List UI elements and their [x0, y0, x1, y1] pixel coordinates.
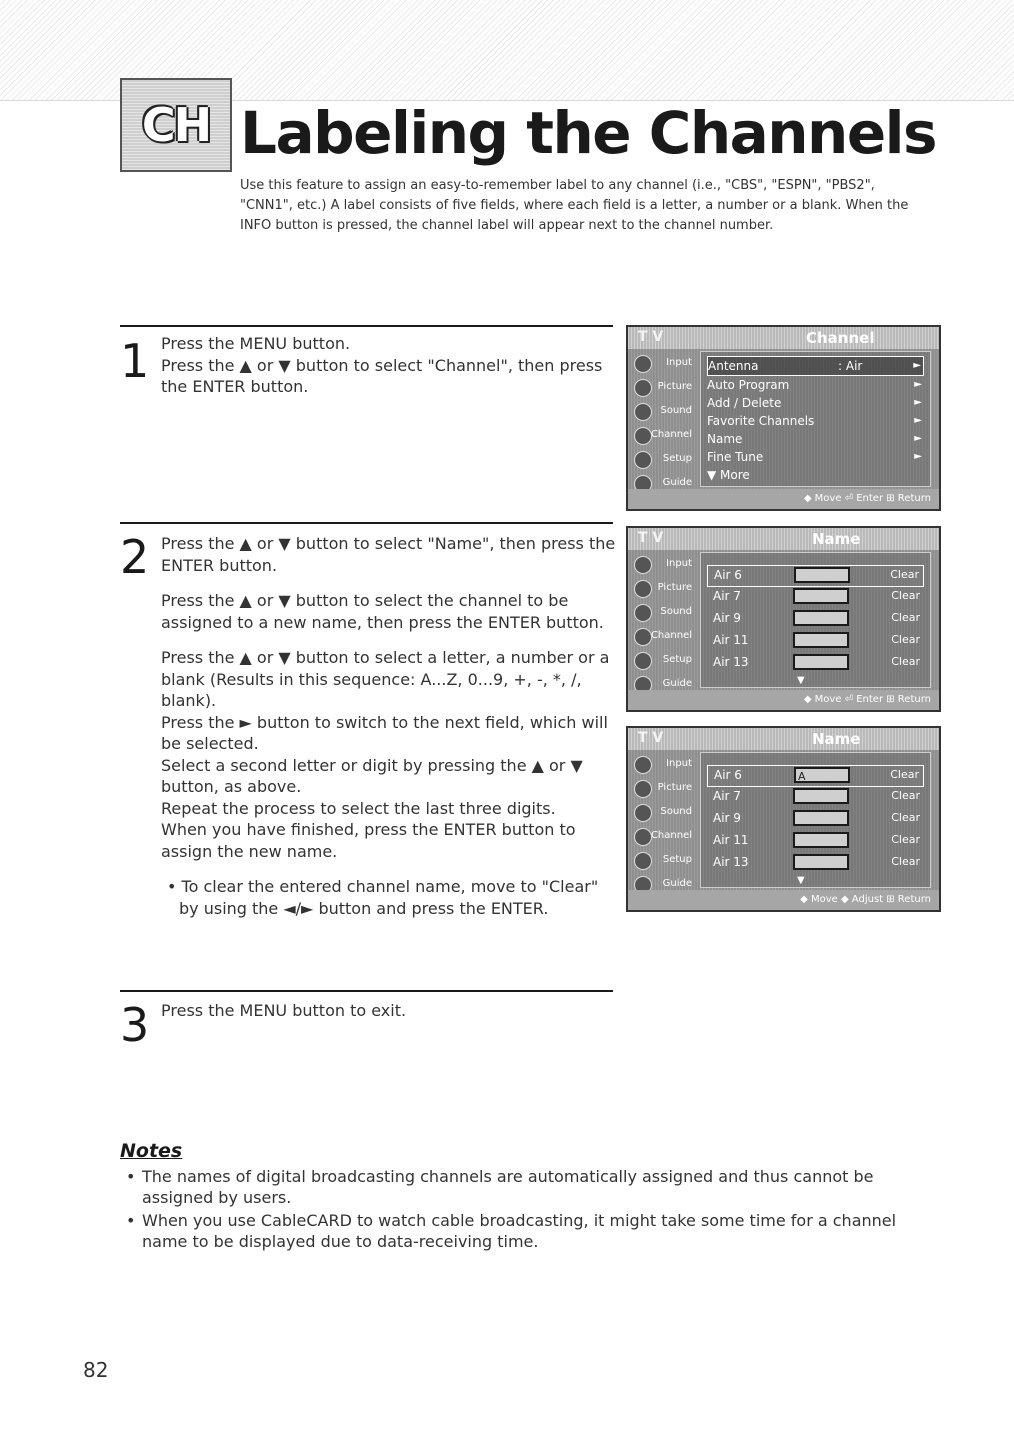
name-row: Air 6 Clear — [707, 565, 924, 587]
scroll-down-icon: ▼ — [797, 675, 805, 686]
step-2-bullet: • To clear the entered channel name, move to "Clear" by using the ◄/► button and press the ENTER. — [167, 877, 599, 918]
screen-heading: Name — [812, 730, 861, 748]
step-3-number: 3 — [120, 998, 150, 1052]
channel-icon — [634, 628, 652, 646]
name-row: Air 13 Clear — [713, 855, 920, 869]
setup-icon — [634, 852, 652, 870]
menu-item-more: ▼ More — [707, 468, 750, 482]
screen-footer: ◆ Move ⏎ Enter ⊞ Return — [628, 690, 939, 710]
sound-icon — [634, 403, 652, 421]
screen-footer: ◆ Move ◆ Adjust ⊞ Return — [628, 890, 939, 910]
arrow-right-icon: ► — [913, 360, 921, 371]
setup-icon — [634, 652, 652, 670]
notes-list — [120, 1166, 920, 1254]
sidebar-item-setup: Setup — [632, 850, 694, 872]
step-1-text — [161, 333, 616, 412]
sidebar-item-sound: Sound — [632, 602, 694, 624]
sidebar-item-input: Input — [632, 554, 694, 576]
page-number: 82 — [83, 1358, 109, 1382]
step-1-rule — [120, 325, 613, 327]
sidebar-item-picture: Picture — [632, 778, 694, 800]
step-3-paragraph: Press the MENU button to exit. — [161, 1001, 407, 1020]
name-field — [793, 654, 849, 670]
name-field — [793, 788, 849, 804]
input-icon — [634, 556, 652, 574]
picture-icon — [634, 379, 652, 397]
name-row: Air 11 Clear — [713, 633, 920, 647]
step-2-number: 2 — [120, 530, 150, 584]
step-1-paragraph: Press the MENU button. Press the ▲ or ▼ button to select "Channel", then press the ENTER button. — [161, 334, 603, 396]
name-field — [793, 610, 849, 626]
name-row: Air 13 Clear — [713, 655, 920, 669]
name-field — [793, 810, 849, 826]
picture-icon — [634, 780, 652, 798]
intro-text: Use this feature to assign an easy-to-remember label to any channel (i.e., "CBS", "ESPN", "PBS2", "CNN1", etc.) A label consists of five fields, where each field is a letter, a number or a blank. When the INFO button is pressed, the channel label will appear next to the channel number. — [240, 178, 909, 233]
menu-item-auto-program: Auto Program ► — [707, 378, 922, 392]
step-2-paragraph-3: Press the ▲ or ▼ button to select a letter, a number or a blank (Results in this sequence: A...Z, 0...9, +, -, *, /, blank). Press the ► button to switch to the next field, which will be selected. Select a second letter or digit by pressing the ▲ or ▼ button, as above. Repeat the process to select the last three digits. When you have finished, press the ENTER button to assign the new name. — [161, 648, 610, 861]
step-2-paragraph-1: Press the ▲ or ▼ button to select "Name", then press the ENTER button. — [161, 534, 616, 575]
arrow-right-icon: ► — [914, 415, 922, 426]
notes-heading: Notes — [120, 1140, 183, 1162]
input-icon — [634, 756, 652, 774]
note-item: • The names of digital broadcasting channels are automatically assigned and thus cannot be assigned by users. — [120, 1166, 920, 1208]
name-field — [793, 632, 849, 648]
name-list-panel — [700, 552, 931, 688]
sidebar-item-channel: Channel — [632, 826, 694, 848]
sidebar-item-channel: Channel — [632, 425, 694, 447]
channel-icon — [634, 828, 652, 846]
arrow-right-icon: ► — [914, 397, 922, 408]
channel-menu-screenshot — [626, 325, 941, 511]
menu-item-add-delete: Add / Delete ► — [707, 396, 922, 410]
name-edit-panel — [700, 752, 931, 888]
screen-sidebar — [628, 349, 696, 489]
sidebar-item-input: Input — [632, 353, 694, 375]
name-field: A — [794, 767, 850, 783]
menu-item-favorite-channels: Favorite Channels ► — [707, 414, 922, 428]
tv-label: T V — [638, 530, 664, 546]
name-field — [793, 588, 849, 604]
channel-menu-panel — [700, 351, 931, 487]
sidebar-item-picture: Picture — [632, 578, 694, 600]
name-row: Air 9 Clear — [713, 611, 920, 625]
sidebar-item-picture: Picture — [632, 377, 694, 399]
picture-icon — [634, 580, 652, 598]
sidebar-item-setup: Setup — [632, 650, 694, 672]
sidebar-item-sound: Sound — [632, 401, 694, 423]
name-field — [793, 832, 849, 848]
sidebar-item-guide: Guide — [632, 674, 694, 696]
screen-footer: ◆ Move ⏎ Enter ⊞ Return — [628, 489, 939, 509]
name-row: Air 7 Clear — [713, 589, 920, 603]
step-2-paragraph-2: Press the ▲ or ▼ button to select the channel to be assigned to a new name, then press the ENTER button. — [161, 591, 604, 632]
step-1-number: 1 — [120, 334, 150, 388]
name-row: Air 6 A Clear — [707, 765, 924, 787]
sound-icon — [634, 604, 652, 622]
arrow-right-icon: ► — [914, 451, 922, 462]
name-row: Air 9 Clear — [713, 811, 920, 825]
menu-item-fine-tune: Fine Tune ► — [707, 450, 922, 464]
sidebar-item-setup: Setup — [632, 449, 694, 471]
sidebar-item-input: Input — [632, 754, 694, 776]
screen-sidebar — [628, 750, 696, 890]
name-field — [794, 567, 850, 583]
badge-text: CH — [141, 98, 211, 152]
screen-header — [628, 327, 939, 349]
step-3-text — [161, 1000, 616, 1036]
arrow-right-icon: ► — [914, 379, 922, 390]
name-menu-screenshot-1 — [626, 526, 941, 712]
note-item: • When you use CableCARD to watch cable broadcasting, it might take some time for a channel name to be displayed due to data-receiving time. — [120, 1210, 920, 1252]
screen-sidebar — [628, 550, 696, 690]
step-2-rule — [120, 522, 613, 524]
menu-item-name: Name ► — [707, 432, 922, 446]
channel-section-badge — [120, 78, 232, 172]
sidebar-item-sound: Sound — [632, 802, 694, 824]
step-2-text — [161, 533, 616, 933]
name-field — [793, 854, 849, 870]
name-row: Air 7 Clear — [713, 789, 920, 803]
screen-heading: Channel — [806, 329, 875, 347]
screen-header — [628, 528, 939, 550]
sidebar-item-channel: Channel — [632, 626, 694, 648]
screen-header — [628, 728, 939, 750]
arrow-right-icon: ► — [914, 433, 922, 444]
name-row: Air 11 Clear — [713, 833, 920, 847]
screen-heading: Name — [812, 530, 861, 548]
step-3-rule — [120, 990, 613, 992]
scroll-down-icon: ▼ — [797, 875, 805, 886]
sidebar-item-guide: Guide — [632, 473, 694, 495]
tv-label: T V — [638, 329, 664, 345]
page-title: Labeling the Channels — [240, 99, 937, 167]
menu-item-antenna: Antenna : Air ► — [707, 356, 924, 376]
channel-icon — [634, 427, 652, 445]
name-menu-screenshot-2 — [626, 726, 941, 912]
sound-icon — [634, 804, 652, 822]
sidebar-item-guide: Guide — [632, 874, 694, 896]
setup-icon — [634, 451, 652, 469]
input-icon — [634, 355, 652, 373]
tv-label: T V — [638, 730, 664, 746]
